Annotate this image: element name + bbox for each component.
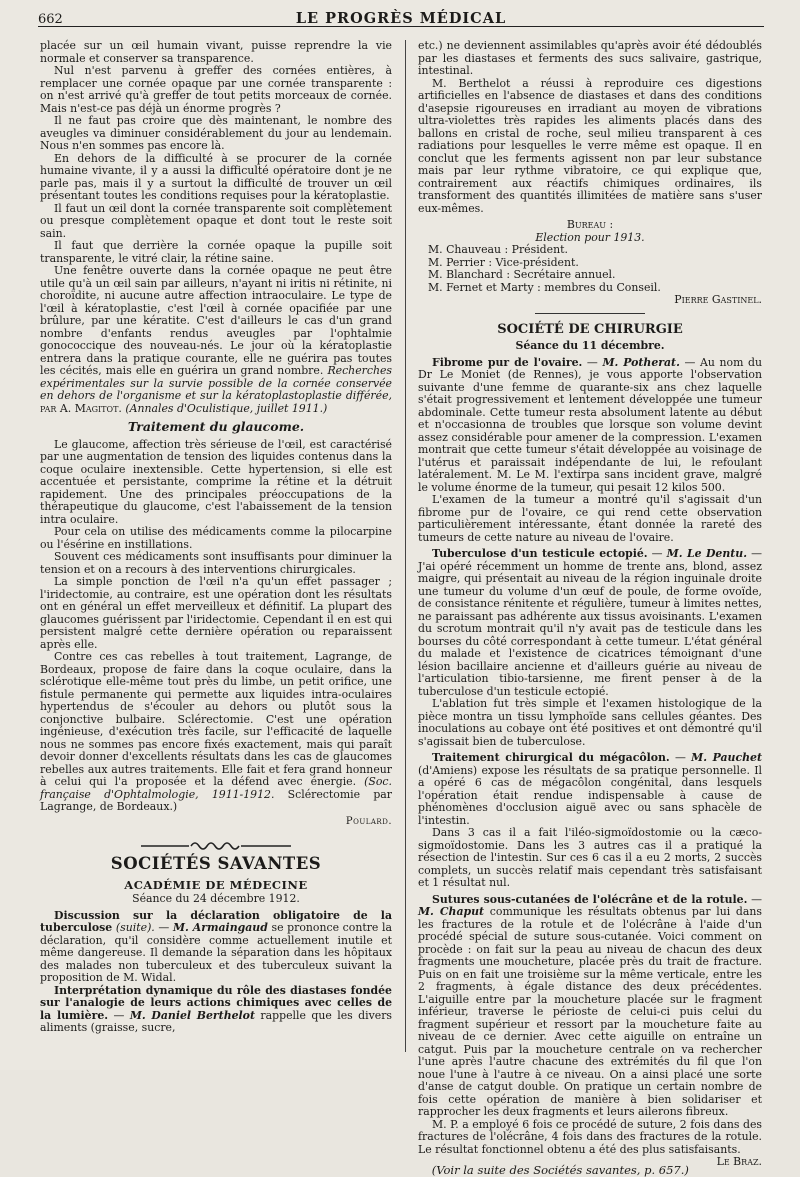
- paragraph: Nul n'est parvenu à greffer des cornées entières, à remplacer une cornée opaque par une cornée transparente : on n'est arrivé qu'à greffer de tout petits morceaux de cornée. Mais n'est-ce pas déjà un énorme progrès ?: [40, 64, 392, 115]
- paragraph: M. Berthelot a réussi à reproduire ces digestions artificielles en l'absence de diastases et dans des conditions d'asepsie rigoureuses en irradiant au moyen de vibrations ultra-violettes très rapides les aliments placés dans des ballons en cristal de roche, seul milieu transparent à ces radiations pour lesquelles le verre même est opaque. Il en conclut que les ferments agissent non par leur substance mais par leur rythme vibratoire, ce qui explique que, contrairement aux réactifs chimiques ordinaires, ils transforment des quantités illimitées de matière sans s'user eux-mêmes.: [418, 76, 762, 215]
- paragraph: [40, 651, 392, 814]
- paragraph-text: Une fenêtre ouverte dans la cornée opaque ne peut être utile qu'à un œil sain par ailleurs, n'ayant ni iritis ni rétinite, ni choroïdite, ni aucune autre affection intraoculaire. Le type de l'œil à kératoplastie, c'est l'œil à cornée opacifiée par une brûlure, par une kératite. C'est d'ailleurs le cas d'un grand nombre d'enfants rendus aveugles par l'ophtalmie gonococcique des nouveau-nés. Le jour où la kératoplastie entrera dans la pratique courante, elle ne guérira pas toutes les cécités, mais elle en guérira un grand nombre.: [40, 264, 392, 377]
- election-label: Election pour 1913.: [535, 230, 645, 244]
- paragraph: Pour cela on utilise des médicaments comme la pilocarpine ou l'ésérine en instillations.: [40, 525, 392, 551]
- item-author: M. Potherat.: [602, 355, 680, 369]
- item-text: Au nom du Dr Le Moniet (de Rennes), je vous apporte l'observation suivante d'une femme de quarante-six ans chez laquelle s'était progressivement et lentement développée une tumeur abdominale. Cette tumeur resta absolument latente au début et n'occasionna de troubles que lorsque son volume devint assez considérable pour amener de la compression. L'examen montrait que cette tumeur s'était développée au voisinage de l'utérus et paraissait indépendante de lui, le refoulant latéralement. M. Le M. l'extirpa sans incident grave, malgré le volume énorme de la tumeur, qui pesait 12 kilos 500.: [418, 355, 763, 494]
- paragraph: Il faut un œil dont la cornée transparente soit complètement ou presque complètement opaque et dont tout le reste soit sain.: [40, 201, 392, 240]
- paragraph: Fibrome pur de l'ovaire. — M. Potherat. — Au nom du Dr Le Moniet (de Rennes), je vous apporte l'observation suivante d'une femme de quarante-six ans chez laquelle s'était progressivement et lentement développée une tumeur abdominale. Cette tumeur resta absolument latente au début et n'occasionna de troubles que lorsque son volume devint assez considérable pour amener de la compression. L'examen montrait que cette tumeur s'était développée au voisinage de l'utérus et paraissait indépendante de lui, le refoulant latéralement. M. Le M. l'extirpa sans incident grave, malgré le volume énorme de la tumeur, qui pesait 12 kilos 500.: [418, 355, 763, 494]
- paragraph: En dehors de la difficulté à se procurer de la cornée humaine vivante, il y a aussi la difficulté opératoire dont je ne parle pas, mais il y a surtout la difficulté de trouver un œil présentant toutes les conditions requises pour la kératoplastie.: [40, 151, 392, 202]
- society-name: ACADÉMIE DE MÉDECINE: [124, 877, 308, 892]
- item-text: expose les résultats de sa pratique personnelle. Il a opéré 6 cas de mégacôlon congénital, dans lesquels l'opération était rendue indispensable à cause de phénomènes d'occlusion aiguë avec ou sans sphacèle de l'intestin.: [418, 763, 762, 827]
- session-date: Séance du 11 décembre.: [515, 339, 665, 352]
- paragraph: Discussion sur la déclaration obligatoire de la tuberculose (suite). — M. Armaingaud se prononce contre la déclaration, qu'il considère comme actuellement inutile et même dangereuse. Il demande la séparation dans les hôpitaux des malades non tuberculeux et des tuberculeux suivant la proposition de M. Widal.: [40, 908, 392, 984]
- page-number: 662: [38, 12, 63, 27]
- list-item: M. Perrier : Vice-président.: [428, 255, 579, 269]
- paragraph: Interprétation dynamique du rôle des diastases fondée sur l'analogie de leurs actions chimiques avec celles de la lumière. — M. Daniel Berthelot rappelle que les divers aliments (graisse, sucre,: [40, 983, 392, 1034]
- paragraph: Le glaucome, affection très sérieuse de l'œil, est caractérisé par une augmentation de tension des liquides contenus dans la coque oculaire inextensible. Cette hypertension, si elle est accentuée et persistante, comprime la rétine et la détruit rapidement. Une des principales préoccupations de la thérapeutique du glaucome, c'est l'abaissement de la tension intra oculaire.: [40, 437, 392, 526]
- column-separator: [405, 40, 406, 1052]
- ornament-divider: [141, 840, 291, 852]
- paragraph: Tuberculose d'un testicule ectopié. — M. Le Dentu. — J'ai opéré récemment un homme de trente ans, blond, assez maigre, qui présentait au niveau de la région inguinale droite une tumeur du volume d'un œuf de poule, de forme ovoïde, de consistance rénitente et régulière, tumeur à limites nettes, ne paraissant pas adhérente aux tissus avoisinants. L'examen du scrotum montrait qu'il n'y avait pas de testicule dans les bourses du côté correspondant à cette tumeur. L'état général du malade et l'existence de cicatrices témoignant d'une lésion bacillaire ancienne et d'ailleurs guérie au niveau de l'articulation tibio-tarsienne, me firent penser à de la tuberculose d'un testicule ectopié.: [418, 547, 762, 698]
- item-author: M. Armaingaud: [172, 921, 268, 934]
- item-author: M. Chaput: [418, 905, 485, 918]
- section-title: Traitement du glaucome.: [127, 419, 305, 434]
- paragraph: La simple ponction de l'œil n'a qu'un effet passager ; l'iridectomie, au contraire, est une opération dont les résultats ont en général un effet merveilleux et définitif. La plupart des glaucomes guérissent par l'iridectomie. Cependant il en est qui persistent malgré cette dernière opération ou reparaissent après elle.: [40, 575, 392, 651]
- reference-journal: (Annales d'Oculistique, juillet 1911.): [125, 401, 328, 415]
- item-title: Sutures sous-cutanées de l'olécrâne et de la rotule.: [432, 892, 748, 906]
- header-rule: [38, 26, 764, 27]
- list-item: M. Chauveau : Président.: [428, 243, 568, 256]
- reference-note: Sclérectomie par Lagrange, de Bordeaux.): [40, 787, 393, 813]
- item-author: M. Daniel Berthelot: [129, 1008, 255, 1022]
- item-text: communique les résultats obtenus par lui dans les fractures de la rotule et de l'olécrâne à l'aide d'un procédé spécial de suture sous-cutanée. Voici comment on procède : on fait sur la peau au niveau de chacun des deux fragments une moucheture, placée près du trait de fracture. Puis on en fait une troisième sur la même verticale, entre les 2 fragments, à égale distance des deux précédentes. L'aiguille entre par la moucheture placée sur le fragment inférieur, traverse le périoste de celui-ci puis celui du fragment supérieur et ressort par la moucheture faite au niveau de ce dernier. Avec cette aiguille on entraîne un catgut. Puis par la moucheture centrale on va rechercher l'une après l'autre chacune des extrémités du fil que l'on noue l'une à l'autre à ce niveau. On a ainsi placé une sorte d'anse de catgut double. On pratique un certain nombre de fois cette opération de manière à bien solidariser et rapprocher les deux fragments et leurs ailerons fibreux.: [418, 905, 762, 1118]
- running-title: LE PROGRÈS MÉDICAL: [295, 10, 507, 27]
- paragraph: etc.) ne deviennent assimilables qu'après avoir été dédoublés par les diastases et ferments des sucs salivaire, gastrique, intestinal.: [418, 39, 762, 77]
- bureau-list: [418, 244, 762, 294]
- divider: [535, 313, 645, 314]
- right-column: [418, 40, 762, 1177]
- item-suffix: (suite).: [115, 921, 155, 934]
- reference-title: Recherches expérimentales sur la survie possible de la cornée conservée en dehors de l'organisme et sur la kératoplastoplastie différée,: [40, 364, 392, 402]
- paragraph: L'ablation fut très simple et l'examen histologique de la pièce montra un tissu lymphoïde sans cellules géantes. Des inoculations au cobaye ont été positives et ont démontré qu'il s'agissait bien de tuberculose.: [418, 697, 762, 748]
- left-column: [40, 40, 392, 1035]
- paragraph: L'examen de la tumeur a montré qu'il s'agissait d'un fibrome pur de l'ovaire, ce qui rend cette observation particulièrement intéressante, étant donnée la rareté des tumeurs de cette nature au niveau de l'ovaire.: [418, 493, 762, 544]
- item-author: M. Le Dentu.: [666, 547, 747, 560]
- session-date: Séance du 24 décembre 1912.: [132, 892, 300, 905]
- item-text: J'ai opéré récemment un homme de trente ans, blond, assez maigre, qui présentait au niveau de la région inguinale droite une tumeur du volume d'un œuf de poule, de forme ovoïde, de consistance rénitente et régulière, tumeur à limites nettes, ne paraissant pas adhérente aux tissus avoisinants. L'examen du scrotum montrait qu'il n'y avait pas de testicule dans les bourses du côté correspondant à cette tumeur. L'état général du malade et l'existence de cicatrices témoignant d'une lésion bacillaire ancienne et d'ailleurs guérie au niveau de l'articulation tibio-tarsienne, me firent penser à de la tuberculose d'un testicule ectopié.: [418, 559, 762, 698]
- item-title: Interprétation dynamique du rôle des diastases fondée sur l'analogie de leurs actions chimiques avec celles de la lumière.: [40, 983, 392, 1022]
- paragraph-text: Contre ces cas rebelles à tout traitement, Lagrange, de Bordeaux, propose de faire dans la coque oculaire, dans la sclérotique elle-même tout près du limbe, un petit orifice, une fistule permanente qui permette aux liquides intra-oculaires hypertendus de s'écouler au dehors ou plutôt sous la conjonctive bulbaire. Sclérectomie. C'est une opération ingénieuse, d'exécution très facile, sur l'efficacité de laquelle nous ne sommes pas encore fixés exactement, mais qui paraît devoir donner d'excellents résultats dans les cas de glaucomes rebelles aux autres traitements. Elle fait et fera grand honneur à celui qui l'a proposée et la défend avec énergie.: [40, 650, 392, 788]
- item-title: Traitement chirurgical du mégacôlon.: [432, 751, 670, 764]
- paragraph: Il ne faut pas croire que dès maintenant, le nombre des aveugles va diminuer considérablement du jour au lendemain. Nous n'en sommes pas encore là.: [40, 114, 392, 152]
- item-title: Tuberculose d'un testicule ectopié.: [432, 547, 648, 560]
- item-title: Discussion sur la déclaration obligatoire de la tuberculose: [40, 908, 392, 934]
- item-text: se prononce contre la déclaration, qu'il considère comme actuellement inutile et même dangereuse. Il demande la séparation dans les hôpitaux des malades non tuberculeux et des tuberculeux suivant la proposition de M. Widal.: [40, 921, 392, 984]
- page-header: [38, 10, 764, 32]
- paragraph: Dans 3 cas il a fait l'iléo-sigmoïdostomie ou la cæco-sigmoïdostomie. Dans les 3 autres cas il a pratiqué la résection de l'intestin. Sur ces 6 cas il a eu 2 morts, 2 succès complets, un succès relatif mais cependant très satisfaisant et 1 résultat nul.: [418, 826, 762, 889]
- item-text: rappelle que les divers aliments (graisse, sucre,: [40, 1008, 392, 1034]
- item-author: M. Pauchet: [691, 751, 762, 764]
- paragraph: [418, 1117, 762, 1168]
- item-text: M. P. a employé 6 fois ce procédé de suture, 2 fois dans des fractures de l'olécrâne, 4 fois dans des fractures de la rotule. Le résultat fonctionnel obtenu a été des plus satisfaisants.: [418, 1117, 762, 1156]
- section-heading: SOCIÉTÉS SAVANTES: [110, 854, 322, 873]
- signature: Pierre Gastinel.: [674, 293, 762, 306]
- paragraph: Sutures sous-cutanées de l'olécrâne et de la rotule. — M. Chaput communique les résultats obtenus par lui dans les fractures de la rotule et de l'olécrâne à l'aide d'un procédé spécial de suture sous-cutanée. Voici comment on procède : on fait sur la peau au niveau de chacun des deux fragments une moucheture, placée près du trait de fracture. Puis on en fait une troisième sur la même verticale, entre les 2 fragments, à égale distance des deux précédentes. L'aiguille entre par la moucheture placée sur le fragment inférieur, traverse le périoste de celui-ci puis celui du fragment supérieur et ressort par la moucheture faite au niveau de ce dernier. Avec cette aiguille on entraîne un catgut. Puis par la moucheture centrale on va rechercher l'une après l'autre chacune des extrémités du fil que l'on noue l'une à l'autre à ce niveau. On a ainsi placé une sorte d'anse de catgut double. On pratique un certain nombre de fois cette opération de manière à bien solidariser et rapprocher les deux fragments et leurs ailerons fibreux.: [418, 892, 763, 1118]
- paragraph: Traitement chirurgical du mégacôlon. — M. Pauchet (d'Amiens) expose les résultats de sa pratique personnelle. Il a opéré 6 cas de mégacôlon congénital, dans lesquels l'opération était rendue indispensable à cause de phénomènes d'occlusion aiguë avec ou sans sphacèle de l'intestin.: [418, 751, 762, 827]
- item-title: Fibrome pur de l'ovaire.: [432, 355, 583, 369]
- continuation-note: (Voir la suite des Sociétés savantes, p. 657.): [431, 1163, 689, 1177]
- paragraph: [40, 265, 392, 415]
- bureau-label: Bureau :: [566, 218, 614, 231]
- paragraph: Il faut que derrière la cornée opaque la pupille soit transparente, le vitré clair, la rétine saine.: [40, 239, 392, 265]
- paragraph: Souvent ces médicaments sont insuffisants pour diminuer la tension et on a recours à des interventions chirurgicales.: [40, 550, 392, 576]
- item-place: (d'Amiens): [418, 763, 478, 777]
- list-item: M. Blanchard : Secrétaire annuel.: [428, 268, 616, 281]
- reference-journal: (Soc. française d'Ophtalmologie, 1911-1912.: [40, 775, 392, 801]
- reference-author: par A. Magitot.: [40, 401, 122, 415]
- signature: Le Braz.: [716, 1155, 762, 1168]
- paragraph: placée sur un œil humain vivant, puisse reprendre la vie normale et conserver sa transparence.: [40, 39, 392, 65]
- signature: Poulard.: [345, 815, 392, 827]
- list-item: M. Fernet et Marty : membres du Conseil.: [428, 280, 661, 294]
- society-name: SOCIÉTÉ DE CHIRURGIE: [497, 321, 683, 337]
